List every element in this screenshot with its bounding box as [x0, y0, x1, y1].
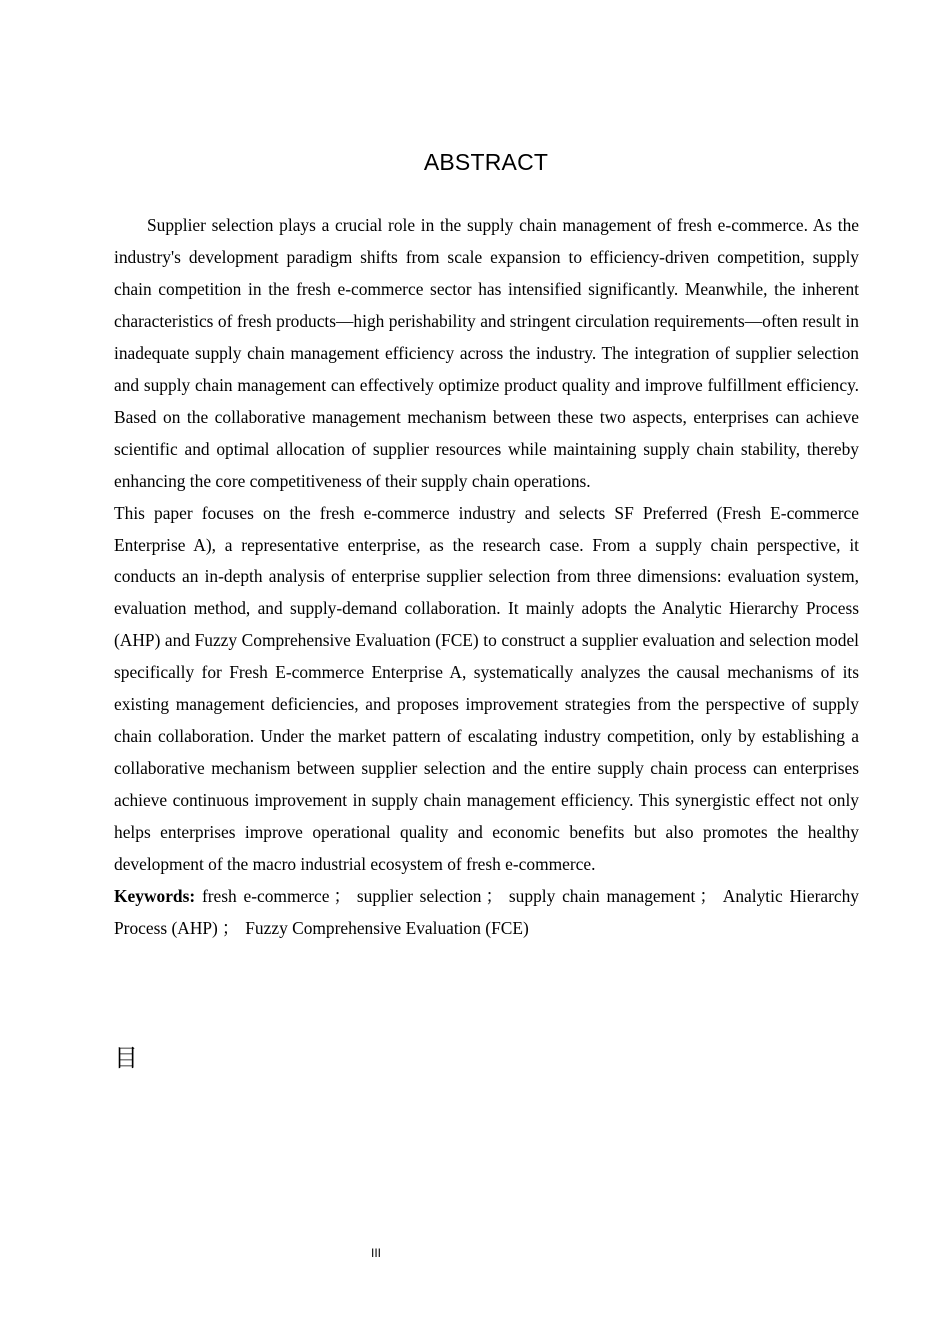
abstract-paragraph-2: This paper focuses on the fresh e-commerce industry and selects SF Preferred (Fresh E-commerce Enterprise A), a representative enterprise, as the research case. From a supply chain perspective, it conducts an in-depth analysis of enterprise supplier selection from three dimensions: evaluation system, evaluation method, and supply-demand collaboration. It mainly adopts the Analytic Hierarchy Process (AHP) and Fuzzy Comprehensive Evaluation (FCE) to construct a supplier evaluation and selection model specifically for Fresh E-commerce Enterprise A, systematically analyzes the causal mechanisms of its existing management deficiencies, and proposes improvement strategies from the perspective of supply chain collaboration. Under the market pattern of escalating industry competition, only by establishing a collaborative mechanism between supplier selection and the entire supply chain process can enterprises achieve continuous improvement in supply chain management efficiency. This synergistic effect not only helps enterprises improve operational quality and economic benefits but also promotes the healthy development of the macro industrial ecosystem of fresh e-commerce.: [114, 502, 859, 875]
abstract-paragraph-1: Supplier selection plays a crucial role in the supply chain management of fresh e-commerce. As the industry's development paradigm shifts from scale expansion to efficiency-driven competition, supply chain competition in the fresh e-commerce sector has intensified significantly. Meanwhile, the inherent characteristics of fresh products—high perishability and stringent circulation requirements—often result in inadequate supply chain management efficiency across the industry. The integration of supplier selection and supply chain management can effectively optimize product quality and improve fulfillment efficiency. Based on the collaborative management mechanism between these two aspects, enterprises can achieve scientific and optimal allocation of supplier resources while maintaining supply chain stability, thereby enhancing the core competitiveness of their supply chain operations.: [114, 215, 859, 491]
keyword-item: fresh e-commerce: [201, 886, 330, 907]
keywords-label: Keywords:: [114, 886, 196, 907]
keywords-line: [114, 881, 859, 945]
keyword-item: supply chain management: [508, 886, 696, 907]
toc-heading: 目: [114, 1044, 138, 1072]
keyword-item: supplier selection: [356, 886, 482, 907]
keyword-separator: ；: [699, 886, 717, 907]
keyword-separator: ；: [221, 917, 240, 938]
abstract-title: ABSTRACT: [423, 149, 549, 175]
keyword-separator: ；: [333, 886, 351, 907]
keyword-item: Analytic Hierarchy Process (AHP): [114, 886, 859, 938]
keyword-separator: ；: [485, 886, 503, 907]
keyword-item: Fuzzy Comprehensive Evaluation (FCE): [245, 917, 529, 938]
page-number: III: [371, 1246, 382, 1260]
abstract-body: [114, 210, 859, 945]
